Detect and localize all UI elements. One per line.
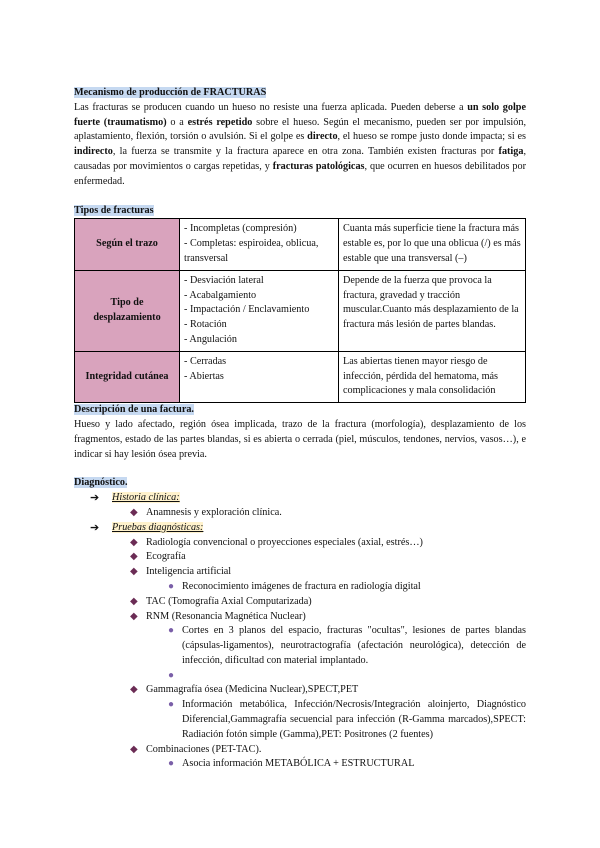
description-paragraph: Hueso y lado afectado, región ósea implicada, trazo de la fractura (morfología), desplazamiento de los fragmentos, estado de las partes blandas, si es abierta o cerrada (piel, músculos, tendones, nervios, vasos…), e indicar si hay lesión ósea previa. [74, 418, 526, 460]
table-row [75, 219, 526, 270]
table-row [75, 351, 526, 402]
list-item: ◆ RNM (Resonancia Magnética Nuclear) [74, 610, 526, 625]
types-section [74, 204, 526, 219]
arrow-icon: ➔ [90, 521, 100, 534]
types-title: Tipos de fracturas [74, 204, 154, 216]
tests-label: Pruebas diagnósticas: [112, 521, 204, 533]
list-item: ◆ Gammagrafía ósea (Medicina Nuclear),SPECT,PET [74, 683, 526, 698]
diamond-bullet-icon: ◆ [130, 536, 138, 548]
row-items: - Desviación lateral - Acabalgamiento - Impactación / Enclavamiento - Rotación - Angulación [180, 270, 339, 351]
list-item: ◆ Inteligencia artificial [74, 565, 526, 580]
list-item: ● Información metabólica, Infección/Necrosis/Integración aloinjerto, Diagnóstico Diferencial,Gammagrafía secuencial para infección (R-Gamma marcados),SPECT: Radiación fotón simple (Gamma),PET: Positrones (2 fuentes) [168, 699, 526, 740]
mechanism-section [74, 86, 526, 101]
list-item: ● Reconocimiento imágenes de fractura en radiología digital [74, 580, 526, 595]
diamond-bullet-icon: ◆ [130, 506, 138, 518]
table-row [75, 270, 526, 351]
arrow-icon: ➔ [90, 492, 100, 505]
list-item [74, 521, 526, 536]
list-item [74, 669, 526, 684]
list-item: ◆ Combinaciones (PET-TAC). [74, 743, 526, 758]
list-item: ● Cortes en 3 planos del espacio, fracturas "ocultas", lesiones de partes blandas (cápsulas-ligamentos), neurotractografía (afectación neurológica), detección de infección, dificultad con material implantado. [168, 625, 526, 666]
diamond-bullet-icon: ◆ [130, 551, 138, 563]
description-section [74, 403, 526, 418]
row-head: Según el trazo [75, 219, 180, 270]
row-head: Tipo de desplazamiento [75, 270, 180, 351]
diamond-bullet-icon: ◆ [130, 684, 138, 696]
row-items: - Cerradas - Abiertas [180, 351, 339, 402]
dot-bullet-icon: ● [168, 699, 175, 711]
list-item [74, 491, 526, 506]
dot-bullet-icon: ● [168, 669, 175, 681]
document-page [74, 86, 526, 772]
mechanism-title: Mecanismo de producción de FRACTURAS [74, 87, 267, 98]
diamond-bullet-icon: ◆ [130, 610, 138, 622]
diagnosis-title: Diagnóstico. [74, 477, 128, 489]
row-items: - Incompletas (compresión) - Completas: espiroidea, oblicua, transversal [180, 219, 339, 270]
row-note: Depende de la fuerza que provoca la fractura, gravedad y tracción muscular.Cuanto más desplazamiento de la fractura más lesión de partes blandas. [339, 270, 526, 351]
diamond-bullet-icon: ◆ [130, 566, 138, 578]
description-title: Descripción de una factura. [74, 404, 194, 416]
list-item: ● Asocia información METABÓLICA + ESTRUCTURAL [74, 757, 526, 772]
dot-bullet-icon: ● [168, 580, 175, 592]
dot-bullet-icon: ● [168, 758, 175, 770]
list-item: ◆ Anamnesis y exploración clínica. [74, 506, 526, 521]
fracture-types-table [74, 218, 526, 403]
history-label: Historia clínica: [112, 492, 180, 504]
dot-bullet-icon: ● [168, 625, 175, 637]
list-item: ◆ TAC (Tomografía Axial Computarizada) [74, 595, 526, 610]
mechanism-paragraph: Las fracturas se producen cuando un hueso no resiste una fuerza aplicada. Pueden deberse a un solo golpe fuerte (traumatismo) o a estrés repetido sobre el hueso. Según el mecanismo, pueden ser por impulsión, aplastamiento, flexión, torsión o avulsión. Si el golpe es directo, el hueso se rompe justo donde impacta; si es indirecto, la fuerza se transmite y la fractura aparece en otra zona. También existen fracturas por fatiga, causadas por movimientos o cargas repetidas, y fracturas patológicas, que ocurren en huesos debilitados por enfermedad. [74, 101, 527, 187]
diamond-bullet-icon: ◆ [130, 743, 138, 755]
row-head: Integridad cutánea [75, 351, 180, 402]
list-item: ◆ Ecografía [74, 550, 526, 565]
diagnosis-section [74, 476, 526, 491]
diamond-bullet-icon: ◆ [130, 595, 138, 607]
row-note: Cuanta más superficie tiene la fractura más estable es, por lo que una oblicua (/) es más estable que una transversal (–) [339, 219, 526, 270]
row-note: Las abiertas tienen mayor riesgo de infección, pérdida del hematoma, más complicaciones y mala consolidación [339, 351, 526, 402]
list-item: ◆ Radiología convencional o proyecciones especiales (axial, estrés…) [74, 536, 526, 551]
